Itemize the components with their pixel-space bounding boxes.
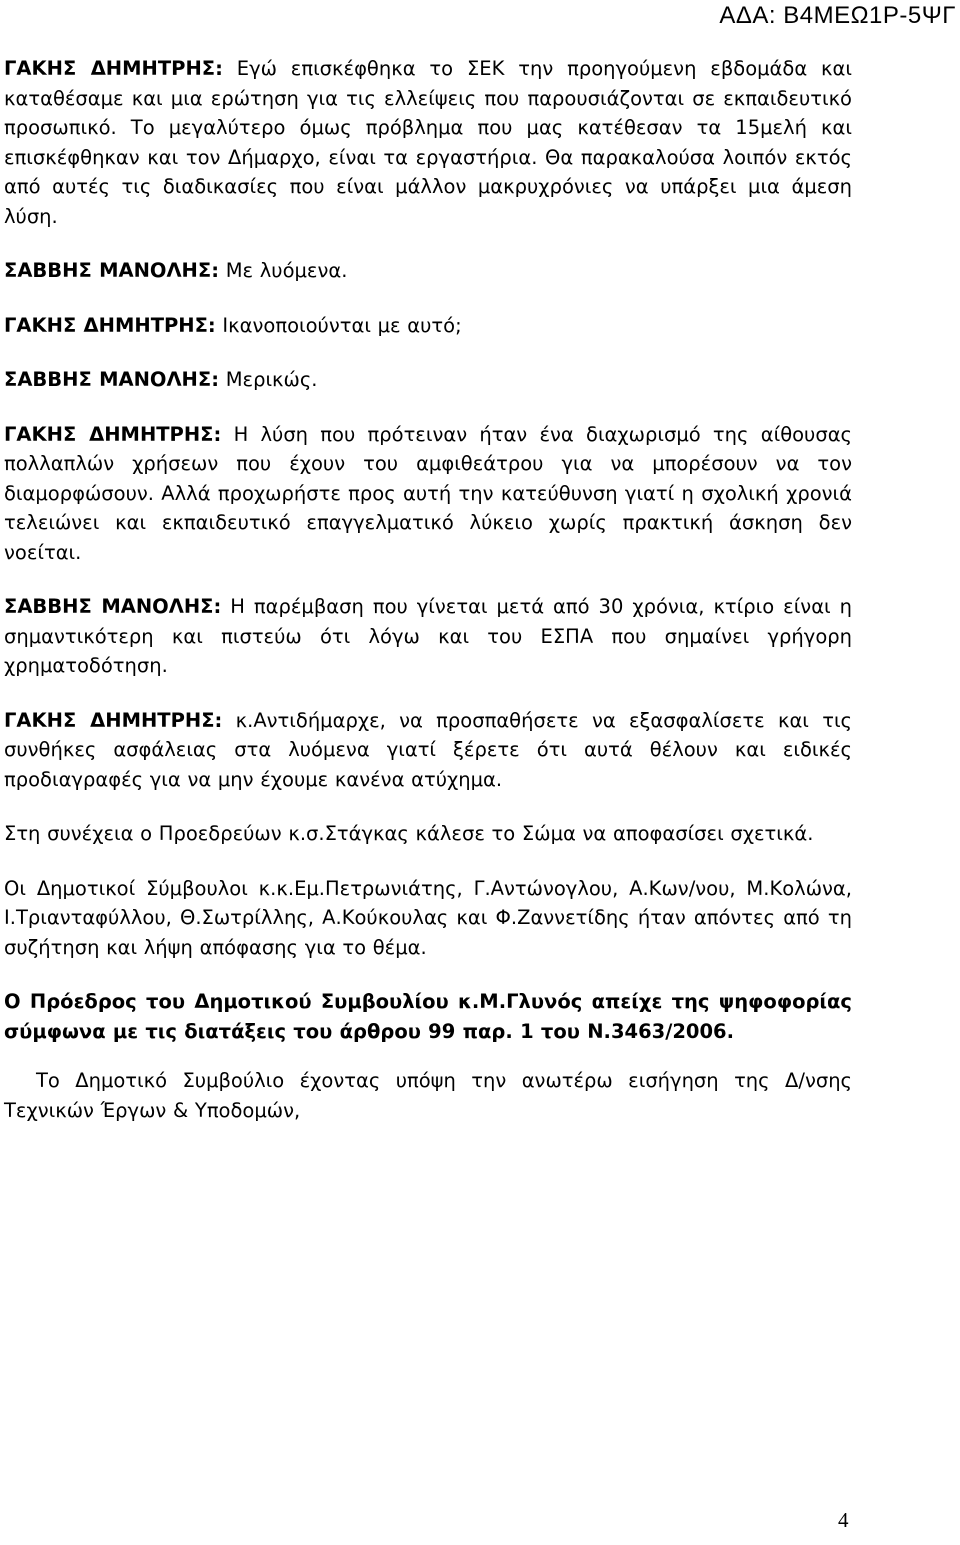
paragraph: Στη συνέχεια ο Προεδρεύων κ.σ.Στάγκας κάλεσε το Σώμα να αποφασίσει σχετικά. <box>4 822 814 845</box>
speaker-name: ΓΑΚΗΣ ΔΗΜΗΤΡΗΣ: <box>4 422 222 446</box>
speaker-name: ΓΑΚΗΣ ΔΗΜΗΤΡΗΣ: <box>4 313 216 337</box>
paragraph <box>4 592 852 681</box>
paragraph: Οι Δημοτικοί Σύμβουλοι κ.κ.Εμ.Πετρωνιάτης, Γ.Αντώνογλου, Α.Κων/νου, Μ.Κολώνα, Ι.Τριανταφύλλου, Θ.Σωτρίλλης, Α.Κούκουλας και Φ.Ζαννετίδης ήταν απόντες από τη συζήτηση και λήψη απόφασης για το θέμα. <box>4 876 852 959</box>
ada-code: ΑΔΑ: Β4ΜΕΩ1Ρ-5ΨΓ <box>719 2 956 29</box>
paragraph <box>4 706 852 795</box>
paragraph <box>4 365 852 395</box>
speech-text: κ.Αντιδήμαρχε, να προσπαθήσετε να εξασφαλίσετε και τις συνθήκες ασφάλειας στα λυόμενα γιατί ξέρετε ότι αυτά θέλουν και ειδικές προδιαγραφές για να μην έχουμε κανένα ατύχημα. <box>4 708 852 791</box>
speech-text: Η λύση που πρότειναν ήταν ένα διαχωρισμό της αίθουσας πολλαπλών χρήσεων που έχουν του αμφιθεάτρου για να μπορέσουν να τον διαμορφώσουν. Αλλά προχωρήστε προς αυτή την κατεύθυνση γιατί η σχολική χρονιά τελειώνει και εκπαιδευτικό επαγγελματικό λύκειο χωρίς πρακτική άσκηση δεν νοείται. <box>4 422 852 564</box>
speech-text: Ικανοποιούνται με αυτό; <box>215 313 462 337</box>
abstention-note: Ο Πρόεδρος του Δημοτικού Συμβουλίου κ.Μ.Γλυνός απείχε της ψηφοφορίας σύμφωνα με τις διατάξεις του άρθρου 99 παρ. 1 του Ν.3463/2006. <box>4 990 852 1043</box>
speaker-name: ΓΑΚΗΣ ΔΗΜΗΤΡΗΣ: <box>4 708 223 732</box>
minutes-body <box>4 54 852 1125</box>
speech-text: Μερικώς. <box>219 368 318 391</box>
speaker-name: ΣΑΒΒΗΣ ΜΑΝΟΛΗΣ: <box>4 595 222 618</box>
page-number: 4 <box>838 1508 849 1532</box>
paragraph <box>4 311 852 341</box>
paragraph <box>4 420 852 568</box>
speech-text: Η παρέμβαση που γίνεται μετά από 30 χρόνια, κτίριο είναι η σημαντικότερη και πιστεύω ότι λόγω και του ΕΣΠΑ που σημαίνει γρήγορη χρηματοδότηση. <box>4 595 852 677</box>
paragraph <box>4 256 852 286</box>
paragraph: Το Δημοτικό Συμβούλιο έχοντας υπόψη την ανωτέρω εισήγηση της Δ/νσης Τεχνικών Έργων & Υποδομών, <box>4 1069 852 1122</box>
speaker-name: ΓΑΚΗΣ ΔΗΜΗΤΡΗΣ: <box>4 57 223 80</box>
speaker-name: ΣΑΒΒΗΣ ΜΑΝΟΛΗΣ: <box>4 259 219 282</box>
speech-text: Εγώ επισκέφθηκα το ΣΕΚ την προηγούμενη εβδομάδα και καταθέσαμε και μια ερώτηση για τις ελλείψεις που παρουσιάζονται σε εκπαιδευτικό προσωπικό. Το μεγαλύτερο όμως πρόβλημα που μας κατέθεσαν τα 15μελή και επισκέφθηκαν και τον Δήμαρχο, είναι τα εργαστήρια. Θα παρακαλούσα λοιπόν εκτός από αυτές τις διαδικασίες που είναι μάλλον μακρυχρόνιες να υπάρξει μια άμεση λύση. <box>4 57 852 228</box>
speaker-name: ΣΑΒΒΗΣ ΜΑΝΟΛΗΣ: <box>4 368 219 391</box>
speech-text: Με λυόμενα. <box>219 259 348 282</box>
paragraph <box>4 54 852 231</box>
